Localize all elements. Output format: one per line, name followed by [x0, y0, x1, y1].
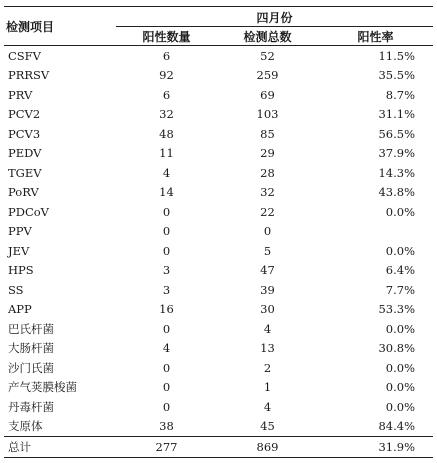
column-header-positive: 阳性数量: [116, 27, 217, 46]
cell-item-name: 丹毒杆菌: [8, 399, 54, 414]
cell-positive-rate: 0.0%: [385, 321, 416, 336]
table-row: [4, 241, 433, 261]
cell-total-count: 103: [256, 107, 279, 122]
cell-total-count: 259: [256, 68, 279, 83]
cell-positive-rate: 31.1%: [378, 107, 416, 122]
table-row: [4, 280, 433, 300]
table-row: [4, 358, 433, 378]
table-row: [4, 300, 433, 320]
cell-positive-count: 0: [162, 321, 171, 336]
cell-total-count: 5: [263, 243, 272, 258]
cell-positive-rate: [318, 222, 433, 242]
table-row: [4, 163, 433, 183]
table-row: [4, 417, 433, 437]
table-row: [4, 319, 433, 339]
cell-total-count: 869: [217, 437, 318, 458]
table-row: [4, 437, 433, 458]
cell-item-name: PoRV: [8, 185, 39, 200]
cell-total-count: 39: [260, 282, 275, 297]
cell-total-count: 4: [263, 399, 272, 414]
cell-item-name: JEV: [8, 243, 30, 258]
cell-positive-count: 0: [162, 204, 171, 219]
cell-item-name: CSFV: [8, 48, 41, 63]
table-row: [4, 339, 433, 359]
cell-positive-rate: 31.9%: [318, 437, 433, 458]
cell-positive-count: 14: [159, 185, 174, 200]
cell-positive-count: 3: [162, 282, 171, 297]
cell-item-name: 支原体: [8, 419, 43, 434]
column-header-total: 检测总数: [217, 27, 318, 46]
detection-results-table: [4, 6, 433, 458]
cell-positive-count: 4: [162, 165, 171, 180]
table-row: [4, 222, 433, 242]
cell-item-name: PPV: [8, 224, 32, 239]
table-row: [4, 397, 433, 417]
cell-item-name: APP: [8, 302, 32, 317]
cell-positive-rate: 14.3%: [378, 165, 416, 180]
cell-item-name: PDCoV: [8, 204, 49, 219]
detection-table-container: [4, 6, 433, 458]
cell-total-count: 45: [260, 419, 275, 434]
cell-positive-rate: 0.0%: [385, 204, 416, 219]
cell-positive-count: 0: [162, 399, 171, 414]
cell-item-name: TGEV: [8, 165, 42, 180]
cell-total-count: 28: [260, 165, 275, 180]
cell-positive-rate: 43.8%: [378, 185, 416, 200]
cell-positive-rate: 6.4%: [385, 263, 416, 278]
cell-positive-count: 11: [159, 146, 174, 161]
table-row: [4, 202, 433, 222]
cell-positive-count: 0: [162, 360, 171, 375]
cell-positive-count: 6: [162, 48, 171, 63]
cell-positive-rate: 8.7%: [385, 87, 416, 102]
cell-item-name: PRV: [8, 87, 33, 102]
cell-positive-count: 0: [162, 224, 171, 239]
cell-positive-count: 38: [159, 419, 174, 434]
table-row: [4, 378, 433, 398]
cell-positive-rate: 0.0%: [385, 243, 416, 258]
cell-total-count: 13: [260, 341, 275, 356]
cell-total-count: 32: [260, 185, 275, 200]
cell-total-count: 1: [263, 380, 272, 395]
cell-item-name: PEDV: [8, 146, 42, 161]
cell-total-count: 47: [260, 263, 275, 278]
cell-positive-count: 32: [159, 107, 174, 122]
cell-positive-count: 16: [159, 302, 174, 317]
cell-item-name: PRRSV: [8, 68, 50, 83]
cell-positive-count: 6: [162, 87, 171, 102]
cell-total-count: 69: [260, 87, 275, 102]
cell-positive-rate: 84.4%: [378, 419, 416, 434]
cell-positive-rate: 0.0%: [385, 380, 416, 395]
table-row: [4, 66, 433, 86]
cell-total-count: 52: [260, 48, 275, 63]
cell-positive-count: 0: [162, 243, 171, 258]
cell-total-count: 29: [260, 146, 275, 161]
column-header-rate: 阳性率: [318, 27, 433, 46]
header-row-group: [4, 7, 433, 27]
cell-positive-count: 4: [162, 341, 171, 356]
row-label-header: 检测项目: [4, 7, 116, 46]
cell-positive-rate: 0.0%: [385, 399, 416, 414]
table-row: [4, 105, 433, 125]
cell-total-count: 2: [263, 360, 272, 375]
cell-positive-count: 3: [162, 263, 171, 278]
cell-positive-rate: 30.8%: [378, 341, 416, 356]
cell-positive-rate: 11.5%: [378, 48, 416, 63]
cell-item-name: PCV2: [8, 107, 41, 122]
cell-positive-rate: 37.9%: [378, 146, 416, 161]
cell-item-name: 巴氏杆菌: [8, 321, 54, 336]
cell-item-name: 大肠杆菌: [8, 341, 54, 356]
table-row: [4, 144, 433, 164]
table-row: [4, 85, 433, 105]
cell-positive-rate: 53.3%: [378, 302, 416, 317]
cell-positive-rate: 35.5%: [378, 68, 416, 83]
cell-positive-rate: 0.0%: [385, 360, 416, 375]
cell-total-count: 4: [263, 321, 272, 336]
cell-item-name: SS: [8, 282, 24, 297]
cell-positive-count: 92: [159, 68, 174, 83]
cell-total-count: 22: [260, 204, 275, 219]
cell-total-count: 85: [260, 126, 275, 141]
cell-item-name: 产气荚膜梭菌: [8, 380, 77, 395]
cell-item-name: 总计: [4, 437, 116, 458]
cell-total-count: 30: [260, 302, 275, 317]
cell-positive-rate: 56.5%: [378, 126, 416, 141]
cell-item-name: 沙门氏菌: [8, 360, 54, 375]
cell-positive-count: 277: [116, 437, 217, 458]
table-row: [4, 124, 433, 144]
cell-positive-rate: 7.7%: [385, 282, 416, 297]
table-header: [4, 7, 433, 46]
month-group-header: 四月份: [116, 7, 433, 27]
table-row: [4, 261, 433, 281]
cell-positive-count: 0: [162, 380, 171, 395]
cell-total-count: 0: [263, 224, 272, 239]
table-body: [4, 46, 433, 458]
table-row: [4, 46, 433, 66]
cell-item-name: PCV3: [8, 126, 41, 141]
cell-item-name: HPS: [8, 263, 34, 278]
cell-positive-count: 48: [159, 126, 174, 141]
table-row: [4, 183, 433, 203]
